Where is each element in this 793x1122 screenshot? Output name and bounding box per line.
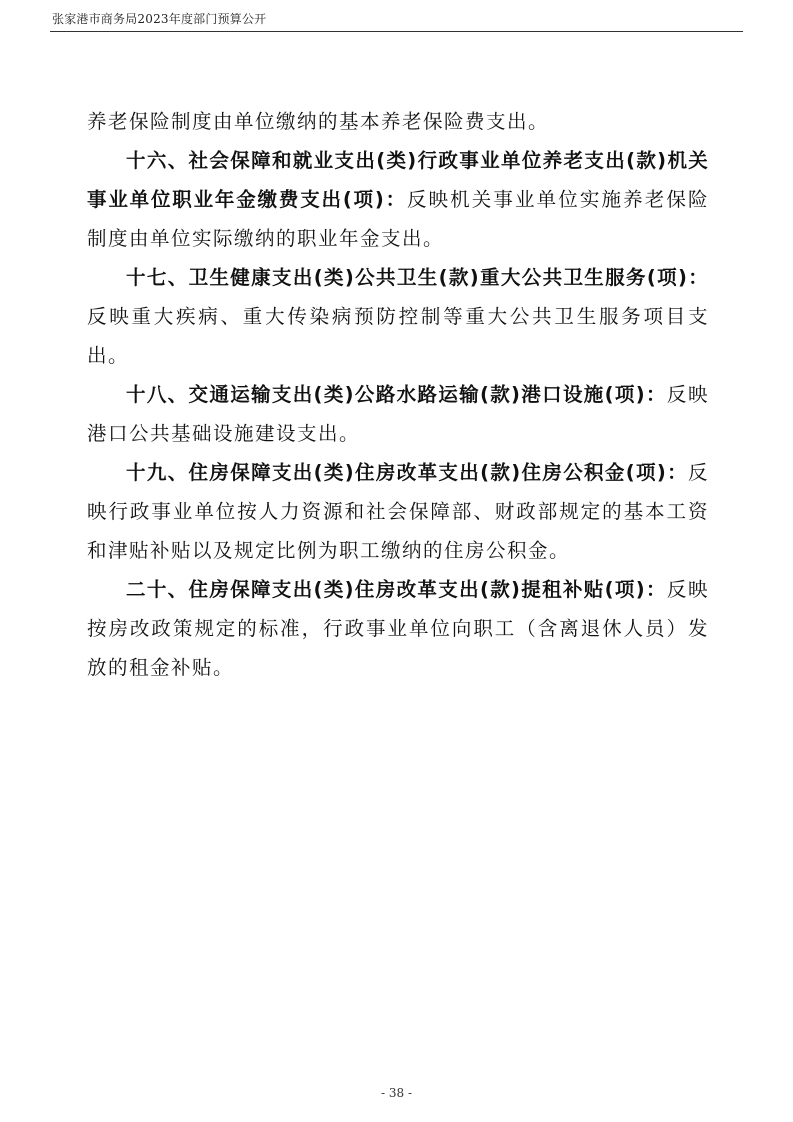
header-divider: [50, 31, 743, 32]
header-title: 张家港市商务局2023年度部门预算公开: [52, 12, 267, 26]
item-body-18: 反映港口公共基础设施建设支出。: [87, 383, 709, 445]
item-paragraph-19: [87, 453, 709, 570]
intro-paragraph: 养老保险制度由单位缴纳的基本养老保险费支出。: [87, 110, 550, 133]
item-paragraph-18: [87, 375, 709, 453]
page-number: - 38 -: [380, 1086, 412, 1100]
item-body-17: 反映重大疾病、重大传染病预防控制等重大公共卫生服务项目支出。: [87, 305, 709, 367]
item-body-16: 反映机关事业单位实施养老保险制度由单位实际缴纳的职业年金支出。: [87, 188, 709, 250]
item-heading-18: 十八、交通运输支出(类)公路水路运输(款)港口设施(项)：: [126, 383, 667, 406]
item-heading-19: 十九、住房保障支出(类)住房改革支出(款)住房公积金(项)：: [126, 461, 688, 484]
item-heading-16: 十六、社会保障和就业支出(类)行政事业单位养老支出(款)机关事业单位职业年金缴费支出(项)：: [87, 149, 709, 211]
item-paragraph-17: [87, 258, 709, 375]
item-body-19: 反映行政事业单位按人力资源和社会保障部、财政部规定的基本工资和津贴补贴以及规定比例为职工缴纳的住房公积金。: [87, 461, 709, 562]
item-paragraph-20: [87, 570, 709, 687]
item-heading-17: 十七、卫生健康支出(类)公共卫生(款)重大公共卫生服务(项)：: [126, 266, 709, 289]
item-heading-20: 二十、住房保障支出(类)住房改革支出(款)提租补贴(项)：: [126, 578, 667, 601]
item-body-20: 反映按房改政策规定的标准，行政事业单位向职工（含离退休人员）发放的租金补贴。: [87, 578, 709, 679]
document-body: [87, 102, 709, 687]
page-header: [50, 8, 743, 30]
item-paragraph-16: [87, 141, 709, 258]
